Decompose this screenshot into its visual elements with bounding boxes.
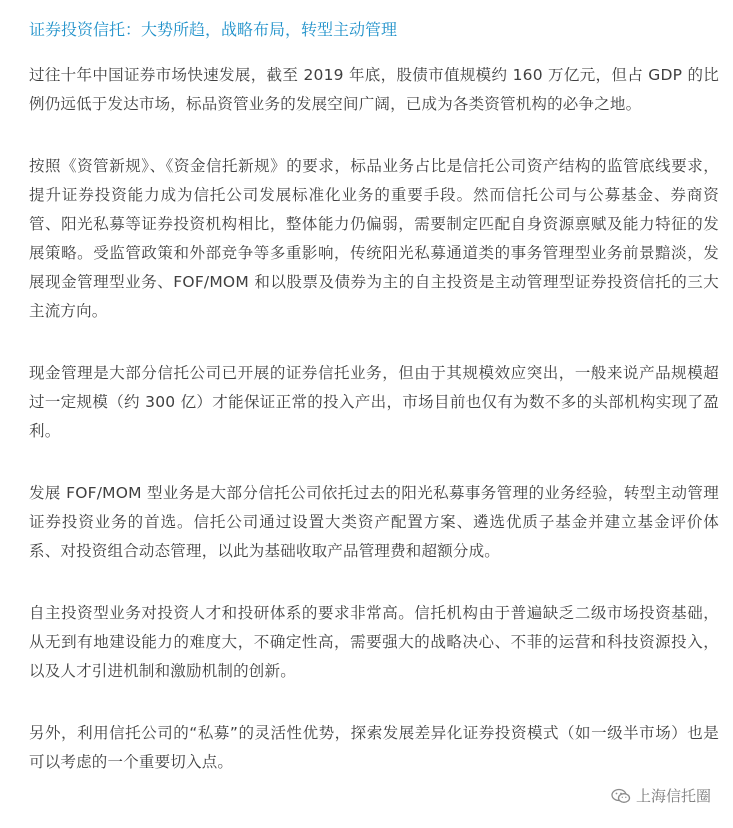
paragraph-5: 自主投资型业务对投资人才和投研体系的要求非常高。信托机构由于普遍缺乏二级市场投资基础，从无到有地建设能力的难度大，不确定性高，需要强大的战略决心、不菲的运营和科技资源投入，以及人才引进机制和激励机制的创新。	[29, 604, 719, 680]
paragraph-4: 发展 FOF/MOM 型业务是大部分信托公司依托过去的阳光私募事务管理的业务经验，转型主动管理证券投资业务的首选。信托公司通过设置大类资产配置方案、遴选优质子基金并建立基金评价体系、对投资组合动态管理，以此为基础收取产品管理费和超额分成。	[29, 484, 719, 560]
watermark-text: 上海信托圈	[635, 787, 711, 805]
paragraph-1: 过往十年中国证券市场快速发展，截至 2019 年底，股债市值规模约 160 万亿元，但占 GDP 的比例仍远低于发达市场，标品资管业务的发展空间广阔，已成为各类资管机构的必争之地。	[29, 66, 719, 113]
paragraph-3: 现金管理是大部分信托公司已开展的证券信托业务，但由于其规模效应突出，一般来说产品规模超过一定规模（约 300 亿）才能保证正常的投入产出，市场目前也仅有为数不多的头部机构实现了盈利。	[29, 364, 719, 440]
wechat-icon	[611, 788, 631, 804]
article-heading: 证券投资信托：大势所趋，战略布局，转型主动管理	[29, 20, 398, 39]
paragraph-2: 按照《资管新规》、《资金信托新规》的要求，标品业务占比是信托公司资产结构的监管底线要求，提升证券投资能力成为信托公司发展标准化业务的重要手段。然而信托公司与公募基金、券商资管、阳光私募等证券投资机构相比，整体能力仍偏弱，需要制定匹配自身资源禀赋及能力特征的发展策略。受监管政策和外部竞争等多重影响，传统阳光私募通道类的事务管理型业务前景黯淡，发展现金管理型业务、FOF/MOM 和以股票及债券为主的自主投资是主动管理型证券投资信托的三大主流方向。	[29, 157, 719, 320]
watermark	[611, 785, 711, 806]
paragraph-6: 另外，利用信托公司的“私募”的灵活性优势，探索发展差异化证券投资模式（如一级半市场）也是可以考虑的一个重要切入点。	[29, 724, 719, 771]
article	[29, 17, 719, 810]
